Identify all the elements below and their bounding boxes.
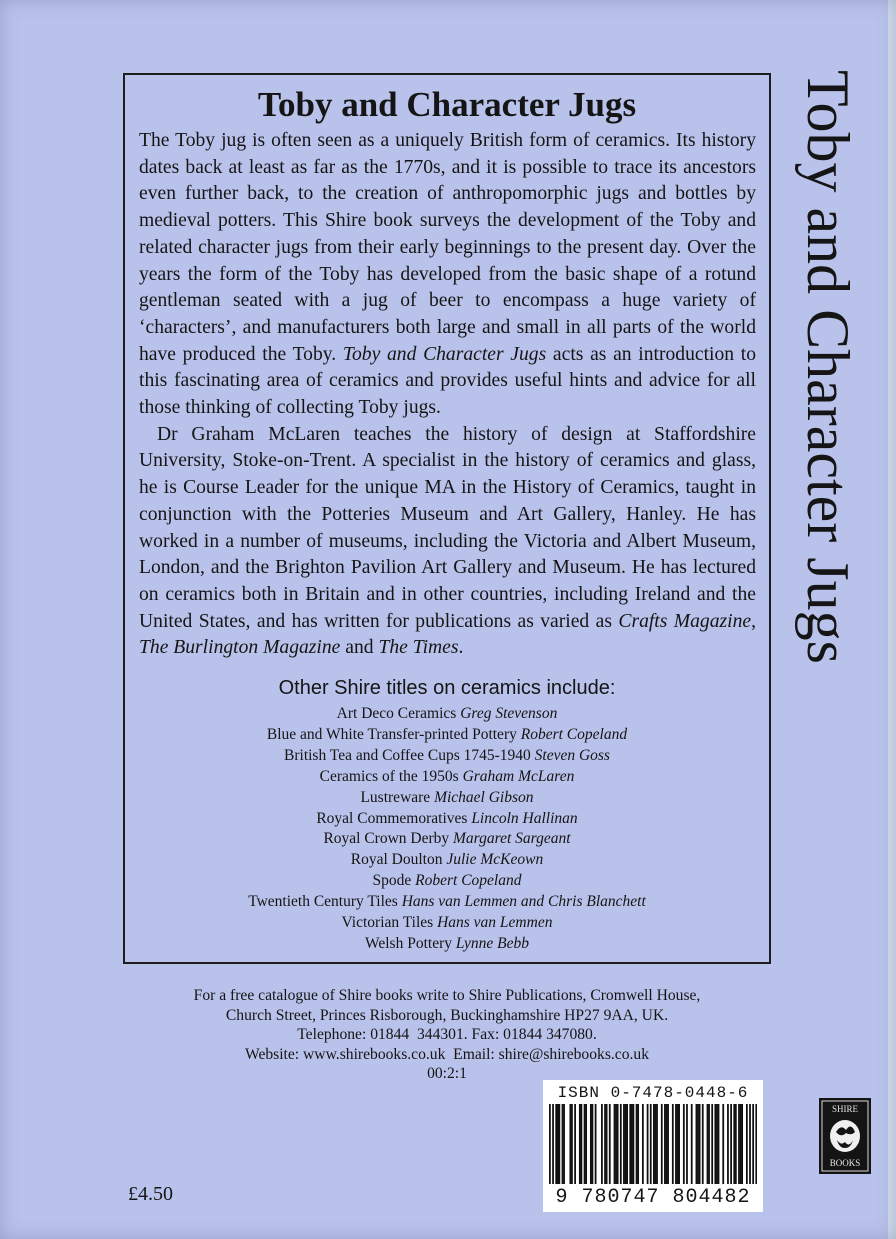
barcode-bar	[563, 1104, 565, 1184]
other-title-name: Art Deco Ceramics	[336, 705, 457, 722]
other-title-name: Twentieth Century Tiles	[248, 893, 398, 911]
other-title-author: Lincoln Hallinan	[471, 809, 578, 827]
barcode-bar	[661, 1104, 663, 1184]
other-title-author: Michael Gibson	[434, 788, 534, 806]
barcode-bar	[623, 1104, 625, 1184]
contact-line: Telephone: 01844 344301. Fax: 01844 347080.	[297, 1026, 597, 1043]
barcode-bar	[656, 1104, 658, 1184]
other-title-name: Lustreware	[360, 788, 431, 806]
barcode-bar	[733, 1104, 735, 1184]
barcode-bar	[606, 1104, 608, 1184]
barcode-bar	[650, 1104, 652, 1184]
barcode-bar	[647, 1104, 649, 1184]
other-title-name: Welsh Pottery	[364, 934, 452, 952]
barcode-bar	[631, 1104, 633, 1184]
italic-run: The Times	[378, 637, 459, 659]
other-title-author: Hans van Lemmen and Chris Blanchett	[401, 893, 646, 911]
barcode-bar	[609, 1104, 611, 1184]
isbn-label: ISBN 0-7478-0448-6	[557, 1084, 749, 1102]
isbn-barcode	[543, 1080, 763, 1212]
barcode-bar	[569, 1104, 571, 1184]
barcode-bar	[707, 1104, 709, 1184]
barcode-bar	[686, 1104, 688, 1184]
barcode-bar	[702, 1104, 704, 1184]
contact-line: Church Street, Princes Risborough, Buckinghamshire HP27 9AA, UK.	[225, 1006, 669, 1024]
other-title-name: Spode	[372, 872, 412, 890]
blurb-text	[139, 128, 756, 662]
text-run: ,	[751, 610, 756, 632]
barcode-bar	[552, 1104, 554, 1184]
barcode-bar	[755, 1104, 757, 1184]
barcode-bar	[683, 1104, 685, 1184]
barcode-bar	[626, 1104, 628, 1184]
barcode-bar	[714, 1104, 716, 1184]
vertical-spine-title: Toby and Character Jugs	[795, 70, 861, 664]
barcode-bar	[675, 1104, 677, 1184]
other-title-name: Ceramics of the 1950s	[319, 767, 459, 785]
price: £4.50	[128, 1183, 173, 1205]
other-title-item	[123, 913, 771, 934]
barcode-bar	[655, 1104, 657, 1184]
contact-line: For a free catalogue of Shire books write to Shire Publications, Cromwell House,	[193, 987, 701, 1004]
other-title-item	[123, 850, 771, 871]
barcode-bar	[691, 1104, 693, 1184]
barcode-bar	[749, 1104, 751, 1184]
italic-run: The Burlington Magazine	[139, 637, 341, 659]
barcode-bar	[740, 1104, 742, 1184]
barcode-bar	[558, 1104, 560, 1184]
other-titles-list	[123, 704, 771, 955]
other-title-author: Julie McKeown	[446, 851, 544, 869]
text-run: and	[340, 637, 379, 659]
barcode-bar	[708, 1104, 710, 1184]
barcode-bar	[625, 1104, 627, 1184]
barcode-bar	[571, 1104, 573, 1184]
barcode-bar	[664, 1104, 666, 1184]
barcode-bar	[629, 1104, 631, 1184]
barcode-bar	[730, 1104, 732, 1184]
text-run: The Toby jug is often seen as a uniquely British form of ceramics. Its history dates back at least as far as the 1770s, and it is possible to trace its ancestors even further back, to the creation of anthropomorphic jugs and bottles by medieval potters. This Shire book surveys the development of the Toby and related character jugs from their early beginnings to the present day. Over the years the form of the Toby has developed from the basic shape of a rotund gentleman seated with a jug of beer to encompass a huge variety of ‘characters’, and manufacturers both large and small in all parts of the world have produced the Toby.	[139, 130, 756, 365]
other-title-item	[123, 746, 771, 767]
spine-edge	[888, 0, 896, 1239]
contact-line: 00:2:1	[427, 1065, 467, 1082]
text-run: .	[458, 637, 464, 659]
book-title: Toby and Character Jugs	[257, 85, 637, 124]
barcode-bar	[555, 1104, 557, 1184]
barcode-bar	[604, 1104, 606, 1184]
barcode-bar	[716, 1104, 718, 1184]
barcode-bars	[549, 1104, 757, 1184]
other-title-author: Steven Goss	[534, 746, 610, 764]
barcode-bar	[678, 1104, 680, 1184]
italic-run: Toby and Character Jugs	[342, 343, 547, 365]
other-title-item	[123, 892, 771, 913]
vertical-title-block	[786, 70, 870, 950]
text-run: Dr Graham McLaren teaches the history of design at Staffordshire University, Stoke-on-Trent. A specialist in the history of ceramics and glass, he is Course Leader for the unique MA in the History of Ceramics, taught in conjunction with the Potteries Museum and Art Gallery, Hanley. He has worked in a number of museums, including the Victoria and Albert Museum, London, and the Brighton Pavilion Art Gallery and Museum. He has lectured on ceramics both in Britain and in other countries, including Ireland and the United States, and has written for publications as varied as	[139, 423, 756, 632]
barcode-bar	[672, 1104, 674, 1184]
italic-run: Crafts Magazine	[618, 610, 752, 632]
other-title-author: Robert Copeland	[415, 872, 522, 890]
other-title-author: Robert Copeland	[520, 725, 628, 743]
barcode-bar	[585, 1104, 587, 1184]
barcode-bar	[699, 1104, 701, 1184]
other-title-item	[123, 829, 771, 850]
barcode-bar	[601, 1104, 603, 1184]
barcode-bar	[562, 1104, 564, 1184]
barcode-bar	[549, 1104, 551, 1184]
barcode-bar	[653, 1104, 655, 1184]
barcode-bar	[592, 1104, 594, 1184]
barcode-bar	[741, 1104, 743, 1184]
barcode-bar	[667, 1104, 669, 1184]
logo-top-text: SHIRE	[831, 1104, 859, 1114]
barcode-bar	[614, 1104, 616, 1184]
other-title-item	[123, 704, 771, 725]
other-title-author: Graham McLaren	[462, 767, 575, 785]
other-title-author: Margaret Sargeant	[453, 830, 571, 848]
other-title-item	[123, 767, 771, 788]
shire-books-logo	[819, 1098, 871, 1174]
barcode-bar	[581, 1104, 583, 1184]
barcode-bar	[738, 1104, 740, 1184]
other-titles-heading: Other Shire titles on ceramics include:	[278, 677, 616, 699]
text-run: acts as an introduction to this fascinating area of ceramics and provides useful hints and advice for all those thinking of collecting Toby jugs.	[139, 343, 757, 419]
ean-number: 9 780747 804482	[555, 1186, 751, 1209]
other-title-item	[123, 934, 771, 955]
barcode-bar	[642, 1104, 644, 1184]
barcode-bar	[697, 1104, 699, 1184]
barcode-bar	[711, 1104, 713, 1184]
other-title-item	[123, 871, 771, 892]
barcode-bar	[633, 1104, 635, 1184]
other-title-author: Greg Stevenson	[460, 705, 558, 722]
barcode-bar	[666, 1104, 668, 1184]
other-title-name: Royal Crown Derby	[323, 830, 450, 848]
barcode-bar	[557, 1104, 559, 1184]
barcode-bar	[595, 1104, 597, 1184]
other-title-item	[123, 809, 771, 830]
barcode-bar	[620, 1104, 622, 1184]
barcode-bar	[617, 1104, 619, 1184]
barcode-bar	[746, 1104, 748, 1184]
other-title-item	[123, 788, 771, 809]
barcode-bar	[574, 1104, 576, 1184]
publisher-contact	[123, 986, 771, 1084]
barcode-bar	[735, 1104, 737, 1184]
barcode-bar	[722, 1104, 724, 1184]
barcode-bar	[590, 1104, 592, 1184]
contact-line: Website: www.shirebooks.co.uk Email: shire@shirebooks.co.uk	[244, 1045, 650, 1063]
other-title-name: British Tea and Coffee Cups 1745-1940	[284, 746, 531, 764]
other-title-author: Lynne Bebb	[455, 934, 530, 952]
barcode-bar	[727, 1104, 729, 1184]
barcode-bar	[615, 1104, 617, 1184]
barcode-bar	[636, 1104, 638, 1184]
other-title-name: Royal Doulton	[350, 851, 443, 869]
barcode-bar	[752, 1104, 754, 1184]
barcode-bar	[696, 1104, 698, 1184]
barcode-bar	[584, 1104, 586, 1184]
other-title-author: Hans van Lemmen	[437, 914, 553, 932]
other-title-name: Royal Commemoratives	[316, 809, 468, 827]
shire-crest-icon	[830, 1120, 860, 1152]
other-title-name: Victorian Tiles	[341, 914, 434, 932]
author-bio-paragraph	[139, 422, 756, 662]
barcode-bar	[579, 1104, 581, 1184]
other-title-item	[123, 725, 771, 746]
barcode-bar	[677, 1104, 679, 1184]
barcode-bar	[718, 1104, 720, 1184]
blurb-paragraph-1	[139, 128, 756, 422]
logo-bottom-text: BOOKS	[829, 1158, 861, 1168]
other-title-name: Blue and White Transfer-printed Pottery	[266, 725, 517, 743]
barcode-bar	[637, 1104, 639, 1184]
